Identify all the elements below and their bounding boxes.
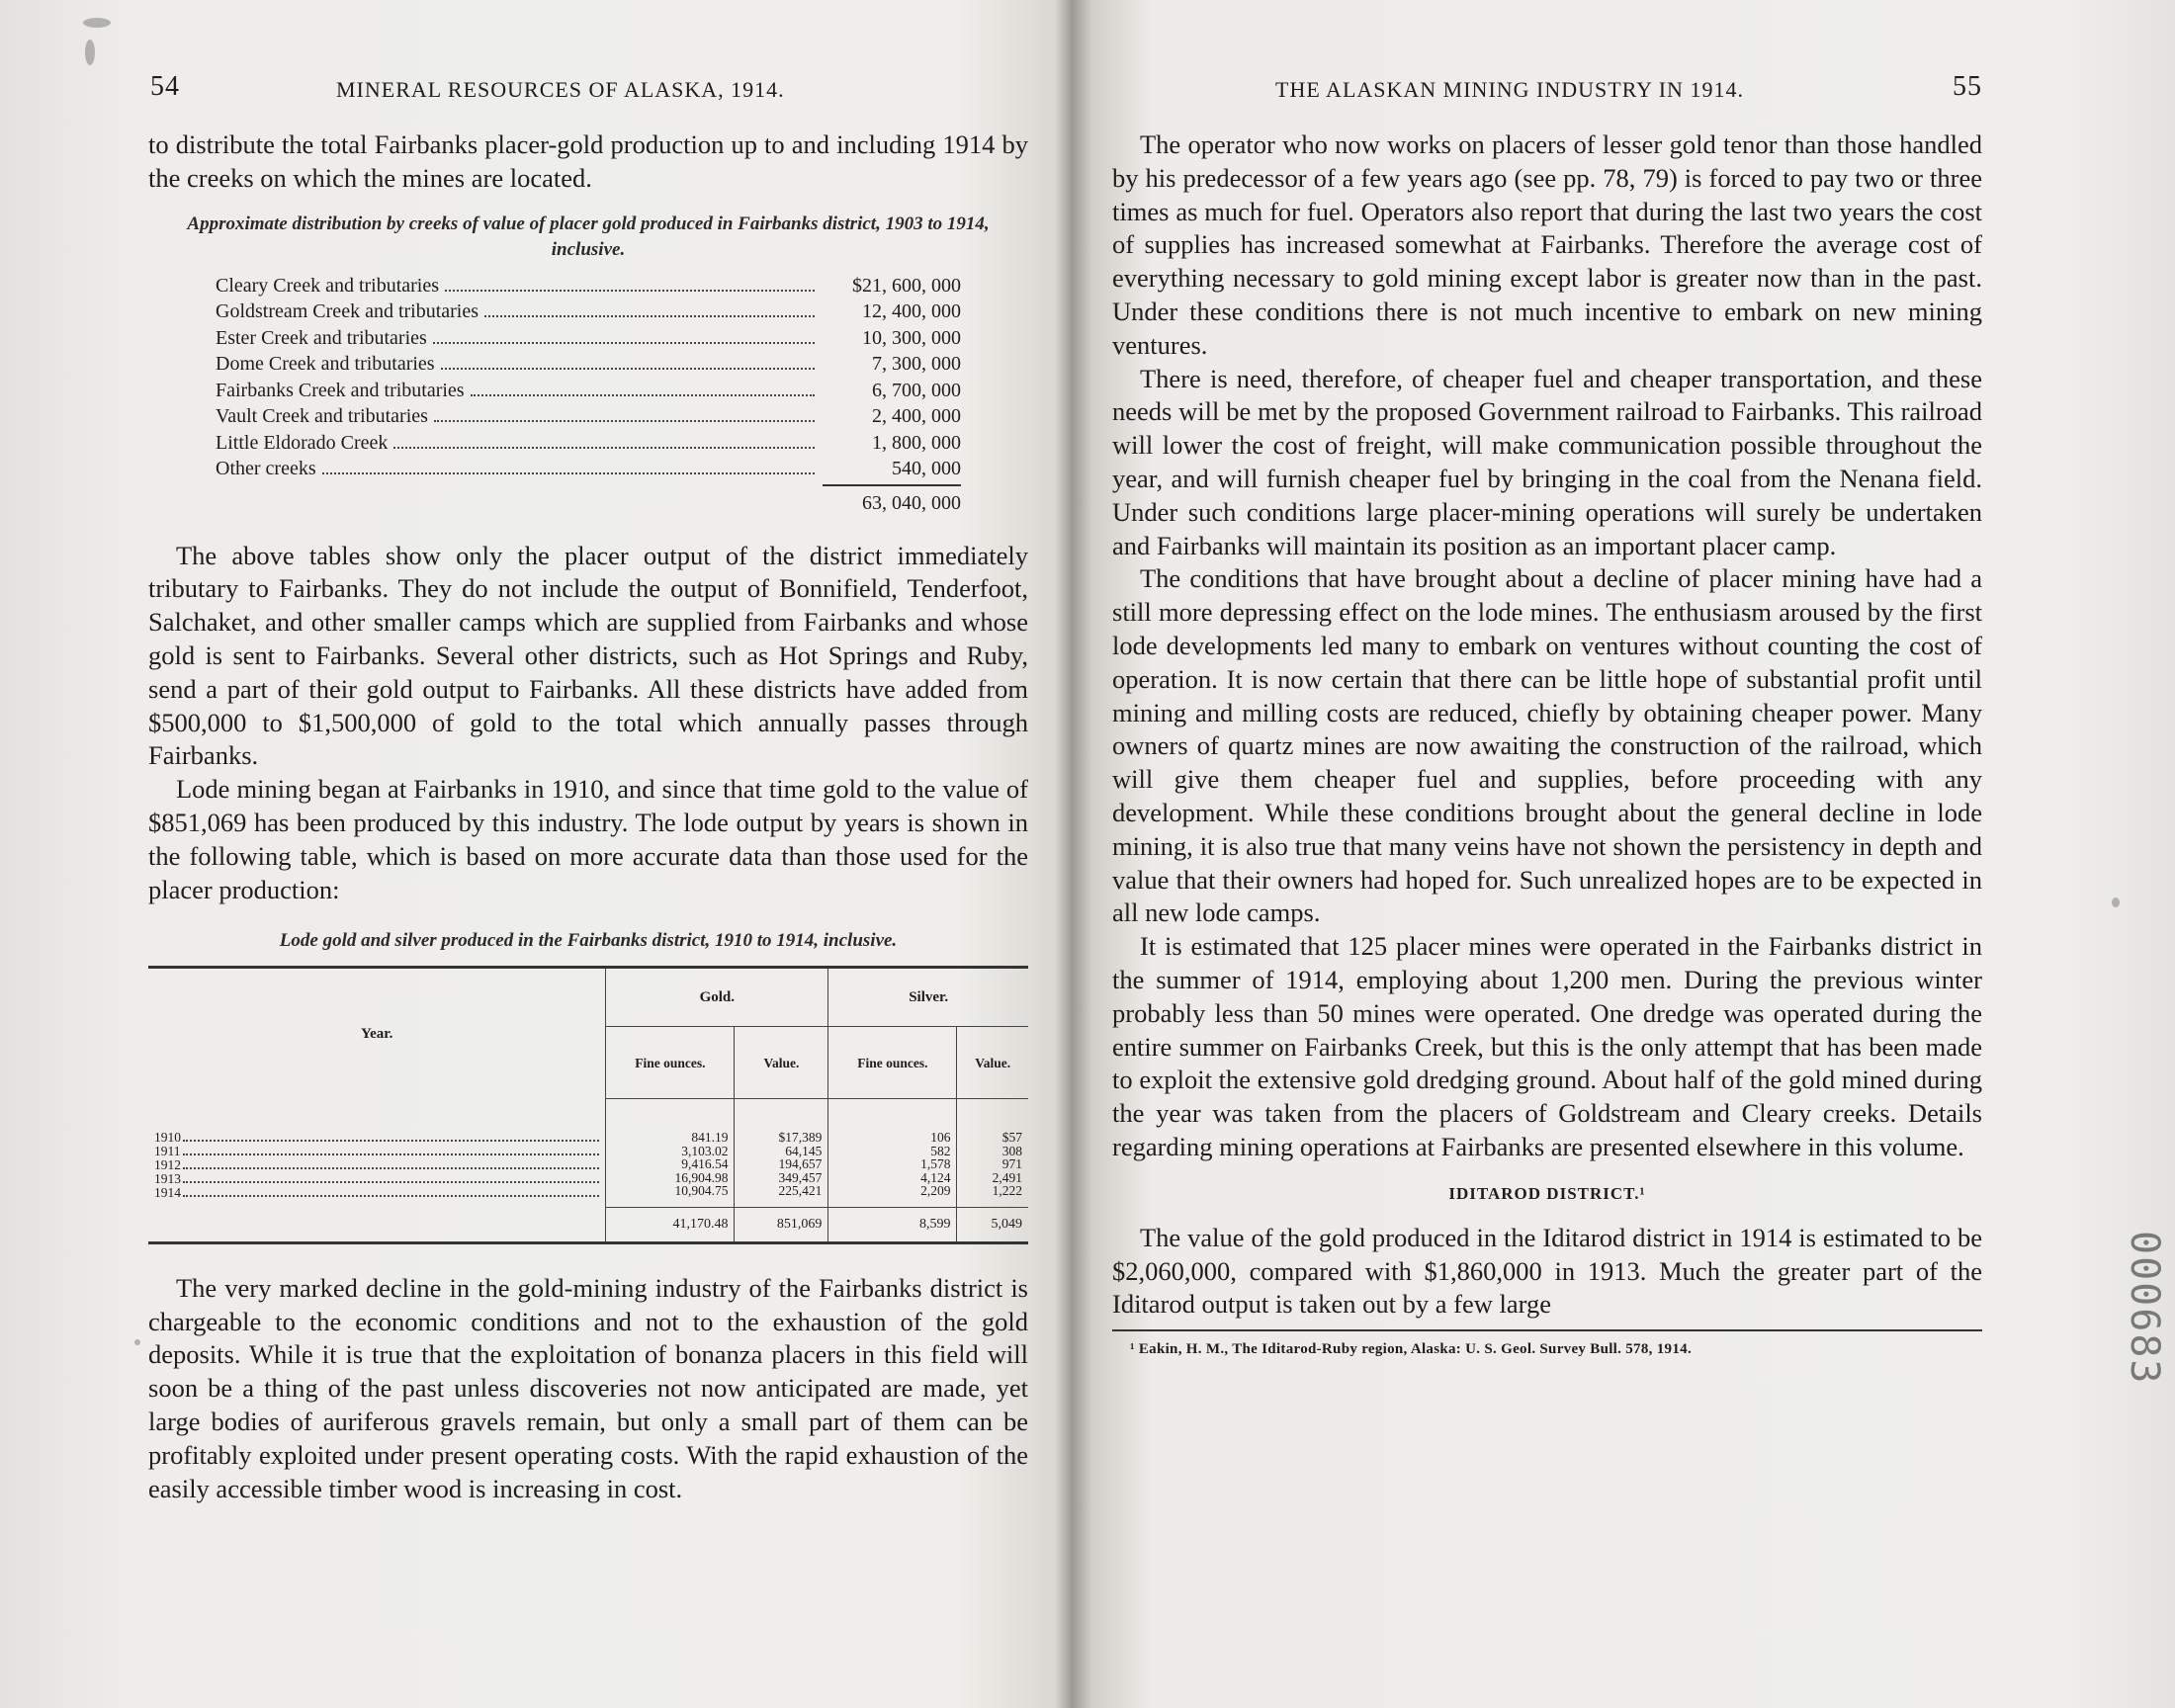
margin-stamp: 000683 [2122, 1231, 2167, 1386]
cell: $57 [1001, 1130, 1022, 1146]
leader-dots [441, 368, 815, 370]
cell: 1,578 [920, 1156, 951, 1172]
footnote: ¹ Eakin, H. M., The Iditarod-Ruby region, Alaska: U. S. Geol. Survey Bull. 578, 1914. [1112, 1329, 1982, 1358]
leader-dots [183, 1153, 600, 1155]
cell: 349,457 [778, 1169, 823, 1185]
ink-smudge [2112, 897, 2120, 907]
leader-dots [484, 315, 815, 317]
table1-caption: Approximate distribution by creeks of value of placer gold produced in Fairbanks district, 1903 to 1914, inclusive. [187, 213, 990, 260]
cell: 16,904.98 [674, 1169, 729, 1185]
creek-row [216, 432, 961, 459]
leader-dots [433, 342, 815, 344]
ink-smudge [134, 1339, 140, 1345]
paragraph: Lode mining began at Fairbanks in 1910, and since that time gold to the value of $851,069 has been produced by this industry. The lode output by years is shown in the following table, which is based on more accurate data than those used for the placer production: [148, 774, 1028, 904]
year-cell [154, 1172, 599, 1186]
creek-row [216, 380, 961, 406]
paragraph: The conditions that have brought about a decline of placer mining have had a still more depressing effect on the lode mines. The enthusiasm aroused by the first lode developments led many to embark on ventures without counting the cost of operation. It is now certain that there can be little hope of substantial profit until mining and milling costs are reduced, chiefly by obtaining cheaper power. Many owners of quartz mines are now awaiting the construction of the railroad, which will give them cheaper fuel and supplies, before proceeding with any development. While these conditions brought about the general decline in lode mining, it is also true that many veins have not shown the persistency in depth and value that their owners had hoped for. Such unrealized hopes are to be expected in all new lode camps. [1112, 563, 1982, 928]
table-body-row [148, 1099, 1028, 1208]
cell: 225,421 [778, 1182, 823, 1198]
col-group-silver: Silver. [828, 968, 1028, 1027]
cell: 64,145 [785, 1143, 823, 1158]
left-page [148, 0, 1028, 1708]
ink-smudge [85, 40, 95, 65]
creek-row [216, 300, 961, 327]
cell: 308 [1001, 1143, 1022, 1158]
silver-ounces-column [828, 1099, 957, 1208]
total-gold-ounces: 41,170.48 [606, 1208, 735, 1242]
col-header-year: Year. [148, 968, 606, 1099]
year-cell [154, 1158, 599, 1172]
lode-production-table [148, 966, 1028, 1243]
leader-dots [183, 1140, 599, 1142]
total-silver-value: 5,049 [957, 1208, 1028, 1242]
creek-row [216, 458, 961, 484]
creek-name: Little Eldorado Creek [216, 431, 389, 454]
cell: 3,103.02 [681, 1143, 729, 1158]
paragraph: The value of the gold produced in the Iditarod district in 1914 is estimated to be $2,060,000, compared with $1,860,000 in 1913. Much the greater part of the Iditarod output is taken out by a few large [1112, 1222, 1982, 1320]
creek-row [216, 327, 961, 354]
cell: 2,491 [992, 1169, 1022, 1185]
paragraph: The above tables show only the placer output of the district immediately tributary to Fairbanks. They do not include the output of Bonnifield, Tenderfoot, Salchaket, and other smaller camps which are supplied from Fairbanks and whose gold is sent to Fairbanks. Several other districts, such as Hot Springs and Ruby, send a part of their gold output to Fairbanks. All these districts have added from $500,000 to $1,500,000 of gold to the total which annually passes through Fairbanks. [148, 540, 1028, 771]
total-silver-ounces: 8,599 [828, 1208, 957, 1242]
creek-row [216, 275, 961, 301]
right-running-head [1112, 71, 1982, 117]
cell: 582 [930, 1143, 951, 1158]
creek-value: 2, 400, 000 [872, 405, 961, 428]
year-label: 1912 [154, 1156, 181, 1172]
table-header-row [148, 968, 1028, 1027]
leader-dots [471, 394, 815, 396]
leader-dots [445, 290, 815, 292]
silver-value-column [957, 1099, 1028, 1208]
creek-total-row [216, 484, 961, 522]
leader-dots [434, 420, 815, 422]
col-header-silver-value: Value. [957, 1027, 1028, 1099]
creek-value: 7, 300, 000 [872, 353, 961, 376]
creek-value: 1, 800, 000 [872, 431, 961, 454]
year-label: 1914 [154, 1184, 181, 1200]
creek-name: Ester Creek and tributaries [216, 326, 427, 349]
gold-ounces-column [606, 1099, 735, 1208]
leader-dots [183, 1195, 599, 1197]
creek-name: Other creeks [216, 458, 316, 480]
paragraph: It is estimated that 125 placer mines were operated in the Fairbanks district in the summer of 1914, employing about 1,200 men. During the previous winter probably less than 50 mines were operated. One dredge was operated during the entire summer on Fairbanks Creek, but this is the only attempt that has been made to exploit the extensive gold dredging ground. About half of the gold mined during the year was taken from the placers of Goldstream and Cleary creeks. Details regarding mining operations at Fairbanks are presented elsewhere in this volume. [1112, 931, 1982, 1161]
creek-name: Cleary Creek and tributaries [216, 274, 440, 297]
creek-total: 63, 040, 000 [823, 484, 961, 522]
year-column [148, 1099, 606, 1208]
cell: 9,416.54 [681, 1156, 729, 1172]
year-label: 1910 [154, 1129, 181, 1145]
right-body [1112, 128, 1982, 1358]
creek-value: 10, 300, 000 [862, 326, 961, 349]
creek-value: 6, 700, 000 [872, 379, 961, 401]
cell: 2,209 [920, 1182, 951, 1198]
table-totals-row [148, 1208, 1028, 1242]
leader-dots [322, 472, 815, 474]
creek-row [216, 405, 961, 432]
cell: 10,904.75 [674, 1182, 729, 1198]
leader-dots [183, 1167, 599, 1169]
page-number: 54 [150, 71, 180, 102]
total-gold-value: 851,069 [735, 1208, 828, 1242]
leader-dots [393, 447, 815, 449]
year-cell [154, 1131, 599, 1145]
creek-distribution-table [216, 275, 961, 522]
creek-name: Dome Creek and tributaries [216, 353, 435, 376]
cell: 841.19 [691, 1130, 729, 1146]
paragraph: There is need, therefore, of cheaper fuel and cheaper transportation, and these needs will be met by the proposed Government railroad to Fairbanks. This railroad will lower the cost of freight, will make communication possible throughout the year, and will furnish cheaper fuel by bringing in the coal from the Nenana field. Under such conditions large placer-mining operations will surely be undertaken and Fairbanks will maintain its position as an important placer camp. [1112, 363, 1982, 560]
cell: 1,222 [992, 1182, 1022, 1198]
creek-value: 540, 000 [892, 458, 961, 480]
year-label: 1913 [154, 1170, 181, 1186]
running-head-title: THE ALASKAN MINING INDUSTRY IN 1914. [1275, 77, 1744, 102]
paragraph: The operator who now works on placers of lesser gold tenor than those handled by his predecessor of a few years ago (see pp. 78, 79) is forced to pay two or three times as much for fuel. Operators also report that during the last two years the cost of supplies has increased somewhat at Fairbanks. Therefore the average cost of everything necessary to gold mining except labor is greater now than in the past. Under these conditions there is not much incentive to embark on new mining ventures. [1112, 129, 1982, 360]
totals-spacer [148, 1208, 606, 1242]
table2-caption: Lode gold and silver produced in the Fairbanks district, 1910 to 1914, inclusive. [279, 930, 898, 952]
year-cell [154, 1145, 599, 1158]
intro-paragraph: to distribute the total Fairbanks placer-gold production up to and including 1914 by the creeks on which the mines are located. [148, 129, 1028, 193]
year-cell [154, 1186, 599, 1200]
cell: 106 [930, 1130, 951, 1146]
creek-name: Fairbanks Creek and tributaries [216, 379, 465, 401]
cell: 971 [1001, 1156, 1022, 1172]
creek-row [216, 353, 961, 380]
right-page [1112, 0, 1982, 1708]
creek-name: Vault Creek and tributaries [216, 405, 428, 428]
cell: 4,124 [920, 1169, 951, 1185]
gold-value-column [735, 1099, 828, 1208]
creek-name: Goldstream Creek and tributaries [216, 300, 479, 323]
left-body [148, 128, 1028, 1505]
col-header-silver-fine-ounces: Fine ounces. [828, 1027, 957, 1099]
creek-value: 12, 400, 000 [862, 300, 961, 323]
cell: $17,389 [778, 1130, 823, 1146]
section-heading: IDITAROD DISTRICT.¹ [1448, 1183, 1646, 1203]
paragraph: The very marked decline in the gold-mining industry of the Fairbanks district is chargeable to the economic conditions and not to the exhaustion of the gold deposits. While it is true that the exploitation of bonanza placers in this field will soon be a thing of the past unless discoveries not now anticipated are made, yet large bodies of auriferous gravels remain, but only a small part of them can be profitably exploited under present operating costs. With the rapid exhaustion of the easily accessible timber wood is increasing in cost. [148, 1272, 1028, 1503]
ink-smudge [83, 18, 111, 28]
col-header-gold-value: Value. [735, 1027, 828, 1099]
leader-dots [183, 1181, 599, 1183]
cell: 194,657 [778, 1156, 823, 1172]
left-running-head [148, 71, 1028, 117]
creek-value: $21, 600, 000 [852, 274, 961, 297]
page-number: 55 [1953, 71, 1982, 102]
col-group-gold: Gold. [606, 968, 828, 1027]
running-head-title: MINERAL RESOURCES OF ALASKA, 1914. [336, 77, 785, 102]
col-header-gold-fine-ounces: Fine ounces. [606, 1027, 735, 1099]
year-label: 1911 [154, 1143, 181, 1158]
